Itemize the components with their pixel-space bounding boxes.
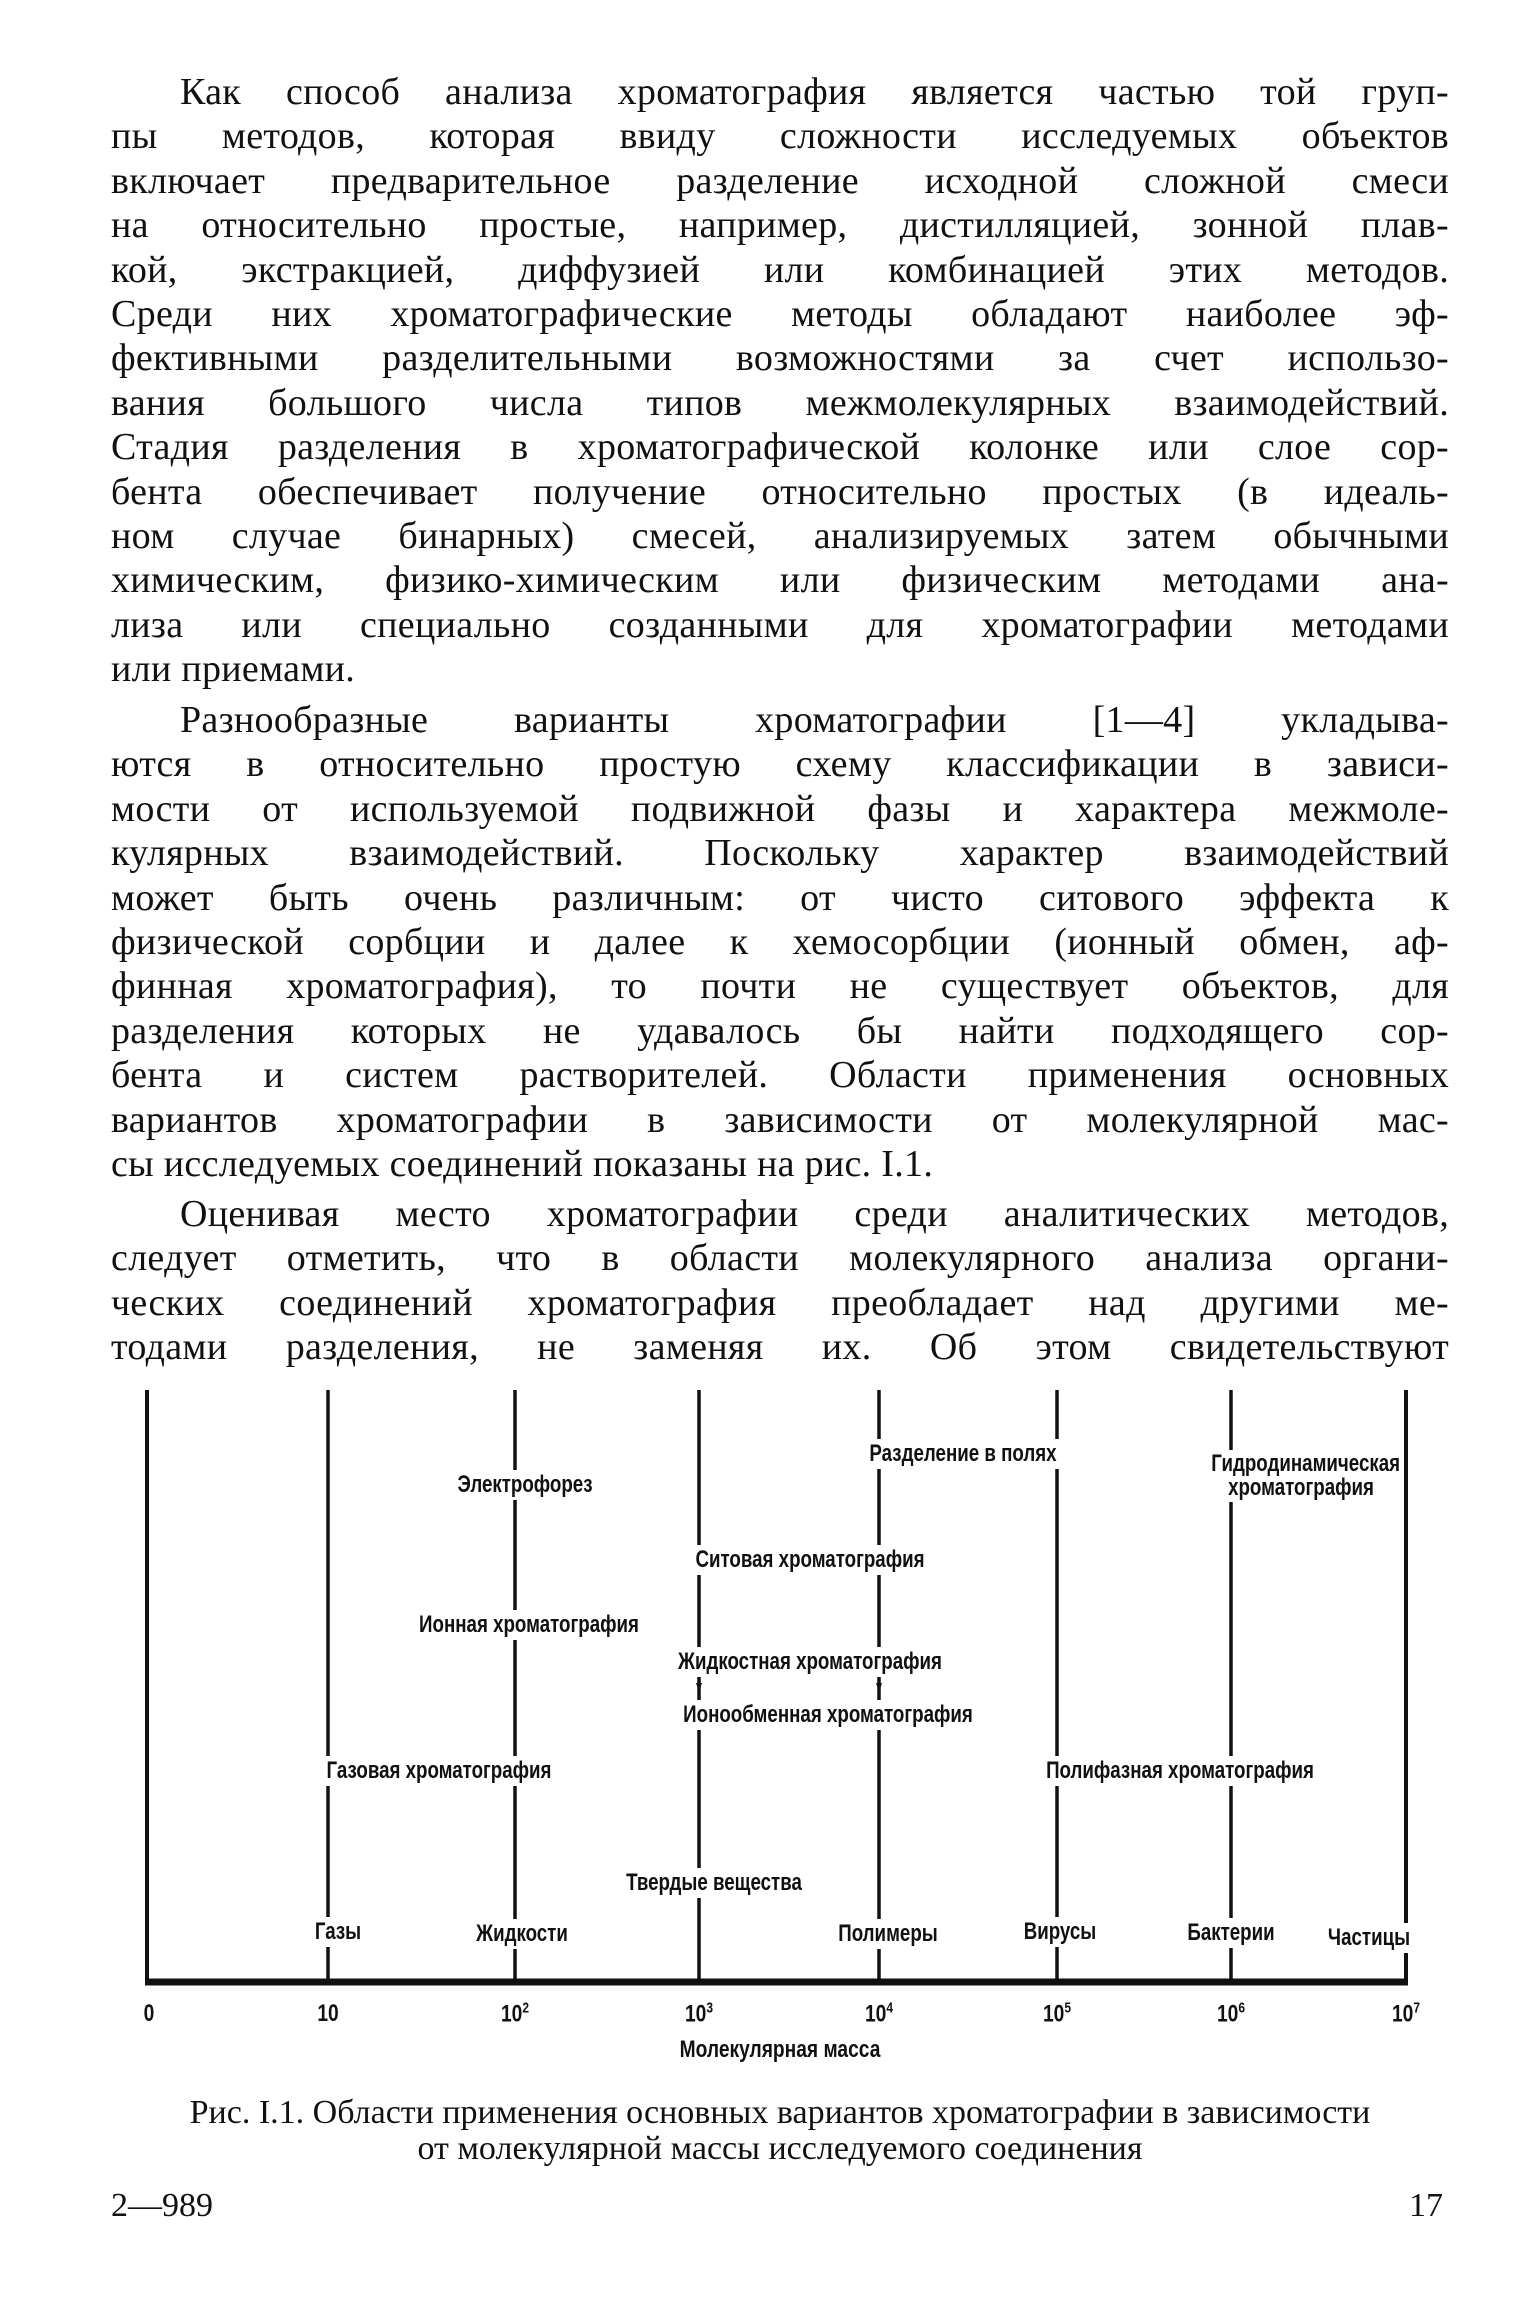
text-line: бента обеспечивает получение относительно простых (в идеаль- — [111, 470, 1449, 513]
text-line: Оценивая место хроматографии среди аналитических методов, — [180, 1193, 1449, 1235]
x-tick-label — [317, 2000, 338, 2028]
text-line: Разнообразные варианты хроматографии [1—4] укладыва- — [180, 699, 1449, 741]
text-line: ном случае бинарных) смесей, анализируемых затем обычными — [111, 515, 1449, 557]
x-tick-label — [1392, 2000, 1420, 2029]
text-line: финная хроматография), то почти не существует объектов, для — [111, 965, 1449, 1008]
tick-base: 10 — [500, 2000, 523, 2028]
text-line: на относительно простые, например, дистилляцией, зонной плав- — [111, 204, 1449, 247]
tick-exponent: 3 — [706, 1999, 714, 2017]
x-tick-label — [144, 2000, 155, 2028]
text-line: физической сорбции и далее к хемосорбции (ионный обмен, аф- — [111, 921, 1449, 963]
text-line: тодами разделения, не заменяя их. Об этом свидетельствуют — [111, 1326, 1449, 1369]
figure-label: Ситовая хроматография — [692, 1545, 927, 1575]
figure-label: Жидкости — [473, 1919, 571, 1949]
text-line: кой, экстракцией, диффузией или комбинацией этих методов. — [111, 248, 1449, 291]
text-line: может быть очень различным: от чисто ситового эффекта к — [111, 876, 1449, 919]
text-line: ются в относительно простую схему классификации в зависи- — [111, 743, 1449, 786]
tick-base: 10 — [1391, 2000, 1414, 2028]
figure-label: Частицы — [1325, 1923, 1413, 1953]
text-line: мости от используемой подвижной фазы и характера межмоле- — [111, 787, 1449, 830]
figure-label: Полифазная хроматография — [1043, 1756, 1317, 1786]
tick-base: 10 — [317, 2000, 339, 2027]
figure-label: Электрофорез — [454, 1470, 595, 1500]
page-number: 17 — [1409, 2187, 1443, 2224]
text-line: бента и систем растворителей. Области применения основных — [111, 1054, 1449, 1097]
tick-base: 10 — [864, 2000, 887, 2028]
arrow-icon — [876, 1683, 882, 1692]
text-line: лиза или специально созданными для хроматографии методами — [111, 603, 1449, 646]
figure-caption-line-2: от молекулярной массы исследуемого соединения — [417, 2130, 1143, 2167]
x-tick-label — [1043, 2000, 1071, 2029]
tick-exponent: 2 — [522, 1999, 530, 2017]
figure-label: Ионная хроматография — [416, 1610, 642, 1640]
text-line: включает предварительное разделение исходной сложной смеси — [111, 159, 1449, 202]
figure-caption-line-1: Рис. I.1. Области применения основных вариантов хроматографии в зависимости — [189, 2094, 1371, 2131]
text-line: ческих соединений хроматография преобладает над другими ме- — [111, 1281, 1449, 1324]
text-line: Как способ анализа хроматография является частью той груп- — [180, 71, 1449, 113]
text-line: фективными разделительными возможностями за счет использо- — [111, 337, 1449, 380]
text-line: следует отметить, что в области молекулярного анализа органи- — [111, 1237, 1449, 1280]
figure-label: Ионообменная хроматография — [680, 1700, 976, 1730]
text-line: Стадия разделения в хроматографической колонке или слое сор- — [111, 426, 1449, 469]
figure-label: Полимеры — [835, 1919, 941, 1949]
text-line: кулярных взаимодействий. Поскольку характер взаимодействий — [111, 832, 1449, 875]
x-tick-label — [501, 2000, 529, 2029]
figure-label: Жидкостная хроматография — [675, 1647, 945, 1677]
figure-label: Гидродинамическая хроматография — [1208, 1450, 1394, 1502]
text-line: химическим, физико-химическим или физическим методами ана- — [111, 559, 1449, 602]
x-tick-label — [1217, 2000, 1245, 2029]
text-line: или приемами. — [111, 648, 356, 691]
figure-label: Вирусы — [1021, 1917, 1100, 1947]
tick-base: 0 — [143, 2000, 155, 2027]
x-tick-label — [865, 2000, 893, 2029]
axis-title: Молекулярная масса — [679, 2036, 881, 2063]
x-tick-label — [685, 2000, 713, 2029]
figure-label: Разделение в полях — [866, 1439, 1059, 1469]
figure-label: Бактерии — [1184, 1918, 1278, 1948]
text-line: сы исследуемых соединений показаны на рис. I.1. — [111, 1143, 934, 1185]
tick-exponent: 6 — [1238, 1999, 1246, 2017]
tick-base: 10 — [684, 2000, 707, 2028]
tick-base: 10 — [1042, 2000, 1065, 2028]
printer-signature: 2—989 — [111, 2187, 213, 2224]
text-line: разделения которых не удавалось бы найти подходящего сор- — [111, 1009, 1449, 1052]
tick-exponent: 4 — [886, 1999, 894, 2017]
text-line: Среди них хроматографические методы обладают наиболее эф- — [111, 293, 1449, 335]
figure-label: Газовая хроматография — [323, 1756, 554, 1786]
tick-exponent: 7 — [1413, 1999, 1421, 2017]
tick-base: 10 — [1216, 2000, 1239, 2028]
text-line: вания большого числа типов межмолекулярных взаимодействий. — [111, 381, 1449, 424]
arrow-icon — [696, 1683, 702, 1692]
figure-label: Твердые вещества — [623, 1868, 805, 1898]
tick-exponent: 5 — [1064, 1999, 1072, 2017]
text-line: вариантов хроматографии в зависимости от молекулярной мас- — [111, 1098, 1449, 1141]
text-line: пы методов, которая ввиду сложности исследуемых объектов — [111, 115, 1449, 158]
figure-label: Газы — [312, 1917, 365, 1947]
